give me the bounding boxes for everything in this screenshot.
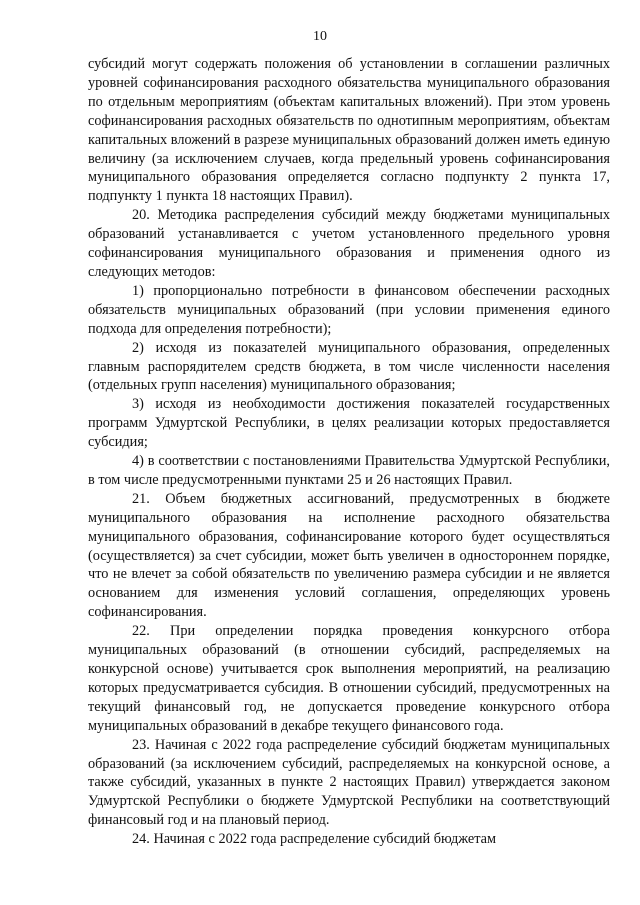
paragraph-subitem-3: 3) исходя из необходимости достижения показателей государственных программ Удмуртской Республики, в целях реализации которых предоставляется субсидия; xyxy=(88,396,610,451)
paragraph-subitem-1: 1) пропорционально потребности в финансовом обеспечении расходных обязательств муниципальных образований (при условии применения единого подхода для определения потребности); xyxy=(88,282,610,337)
paragraph-subitem-4: 4) в соответствии с постановлениями Правительства Удмуртской Республики, в том числе предусмотренными пунктами 25 и 26 настоящих Правил. xyxy=(88,453,610,488)
document-body xyxy=(88,55,610,849)
paragraph-subitem-2: 2) исходя из показателей муниципального образования, определенных главным распорядителем средств бюджета, в том числе численности населения (отдельных групп населения) муниципального образования; xyxy=(88,339,610,394)
paragraph-item-20: 20. Методика распределения субсидий между бюджетами муниципальных образований устанавливается с учетом установленного предельного уровня софинансирования муниципального образования и применения одного из следующих методов: xyxy=(88,207,610,280)
paragraph-continuation: субсидий могут содержать положения об установлении в соглашении различных уровней софинансирования расходного обязательства муниципального образования по отдельным мероприятиям (объектам капитальных вложений). При этом уровень софинансирования расходных обязательств по однотипным мероприятиям, объектам капитальных вложений в разрезе муниципальных образований должен иметь единую величину (за исключением случаев, когда предельный уровень софинансирования муниципального образования определяется согласно подпункту 2 пункта 17, подпункту 1 пункта 18 настоящих Правил). xyxy=(88,56,610,205)
paragraph-item-23: 23. Начиная с 2022 года распределение субсидий бюджетам муниципальных образований (за исключением субсидий, распределяемых на конкурсной основе, а также субсидий, указанных в пункте 2 настоящих Правил) утверждается законом Удмуртской Республики о бюджете Удмуртской Республики на соответствующий финансовый год и на плановый период. xyxy=(88,736,610,829)
paragraph-item-22: 22. При определении порядка проведения конкурсного отбора муниципальных образований (в отношении субсидий, распределяемых на конкурсной основе) учитывается срок выполнения мероприятий, на реализацию которых предусматривается субсидия. В отношении субсидий, предусмотренных на текущий финансовый год, не допускается проведение конкурсного отбора муниципальных образований в декабре текущего финансового года. xyxy=(88,623,610,734)
paragraph-item-24: 24. Начиная с 2022 года распределение субсидий бюджетам xyxy=(132,831,497,848)
page-number: 10 xyxy=(313,29,327,44)
paragraph-item-21: 21. Объем бюджетных ассигнований, предусмотренных в бюджете муниципального образования на исполнение расходного обязательства муниципального образования, софинансирование которого будет осуществляться (осуществляется) за счет субсидии, может быть увеличен в одностороннем порядке, что не влечет за собой обязательств по увеличению размера субсидии и не является основанием для изменения условий соглашения, определяющих уровень софинансирования. xyxy=(88,490,610,621)
